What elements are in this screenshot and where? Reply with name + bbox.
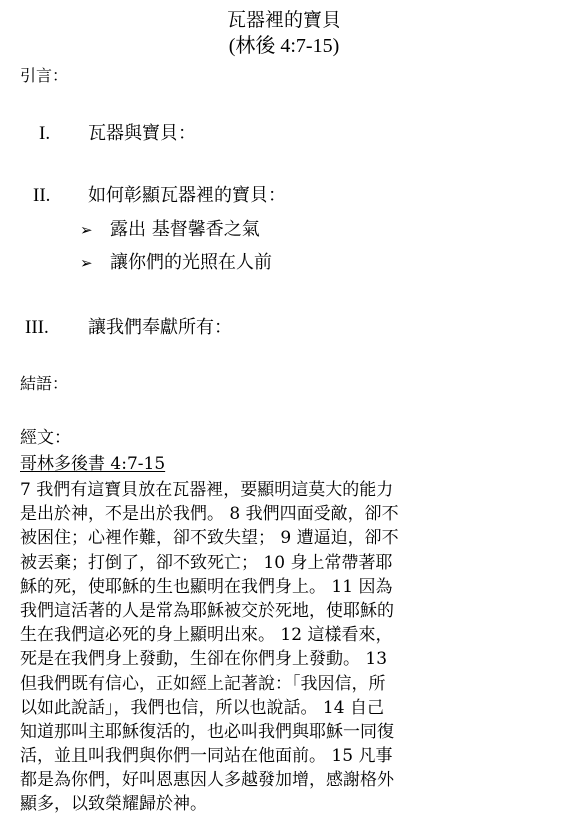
scripture-line: 活，並且叫我們與你們一同站在他面前。 15 凡事 (20, 746, 393, 767)
scripture-line: 生在我們這必死的身上顯明出來。 12 這樣看來， (20, 625, 393, 646)
section-3-text: 讓我們奉獻所有： (88, 317, 232, 338)
section-1-numeral: I. (39, 123, 51, 144)
scripture-line: 被困住；心裡作難，卻不致失望； 9 遭逼迫，卻不 (20, 528, 399, 549)
section-1-text: 瓦器與寶貝： (88, 123, 196, 144)
bullet-item-1 (80, 218, 260, 242)
scripture-reference: 哥林多後書 4:7-15 (20, 454, 166, 474)
scripture-line: 7 我們有這寶貝放在瓦器裡，要顯明這莫大的能力 (20, 480, 394, 500)
scripture-line: 知道那叫主耶穌復活的，也必叫我們與耶穌一同復 (20, 721, 394, 742)
section-2-numeral: II. (33, 185, 51, 206)
bullet-item-1-text: 露出 基督馨香之氣 (110, 219, 260, 240)
scripture-line: 以如此說話」，我們也信，所以也說話。 14 自己 (20, 697, 384, 718)
intro-label: 引言： (20, 66, 69, 85)
arrow-bullet-icon: ➢ (80, 254, 93, 272)
document-title: 瓦器裡的寶貝 (226, 9, 341, 31)
scripture-line: 被丟棄；打倒了，卻不致死亡； 10 身上常帶著耶 (20, 552, 393, 573)
arrow-bullet-icon: ➢ (80, 221, 93, 239)
scripture-line: 是出於神，不是出於我們。 8 我們四面受敵，卻不 (20, 504, 399, 525)
section-2-text: 如何彰顯瓦器裡的寶貝： (88, 185, 286, 206)
bullet-item-2 (80, 251, 272, 275)
conclusion-label: 結語： (20, 374, 69, 393)
scripture-line: 我們這活著的人是常為耶穌被交於死地，使耶穌的 (20, 600, 394, 621)
scripture-line: 顯多，以致榮耀歸於神。 (20, 794, 207, 815)
bullet-item-2-text: 讓你們的光照在人前 (110, 252, 272, 273)
scripture-line: 但我們既有信心，正如經上記著說：「我因信，所 (20, 673, 386, 694)
document-reference: (林後 4:7-15) (228, 35, 340, 57)
scripture-line: 死是在我們身上發動，生卻在你們身上發動。 13 (20, 649, 388, 670)
scripture-line: 都是為你們，好叫恩惠因人多越發加增，感謝格外 (20, 770, 394, 791)
scripture-label: 經文： (20, 428, 71, 448)
scripture-passage (20, 478, 520, 817)
scripture-line: 穌的死，使耶穌的生也顯明在我們身上。 11 因為 (20, 576, 393, 597)
section-3-numeral: III. (25, 317, 49, 338)
